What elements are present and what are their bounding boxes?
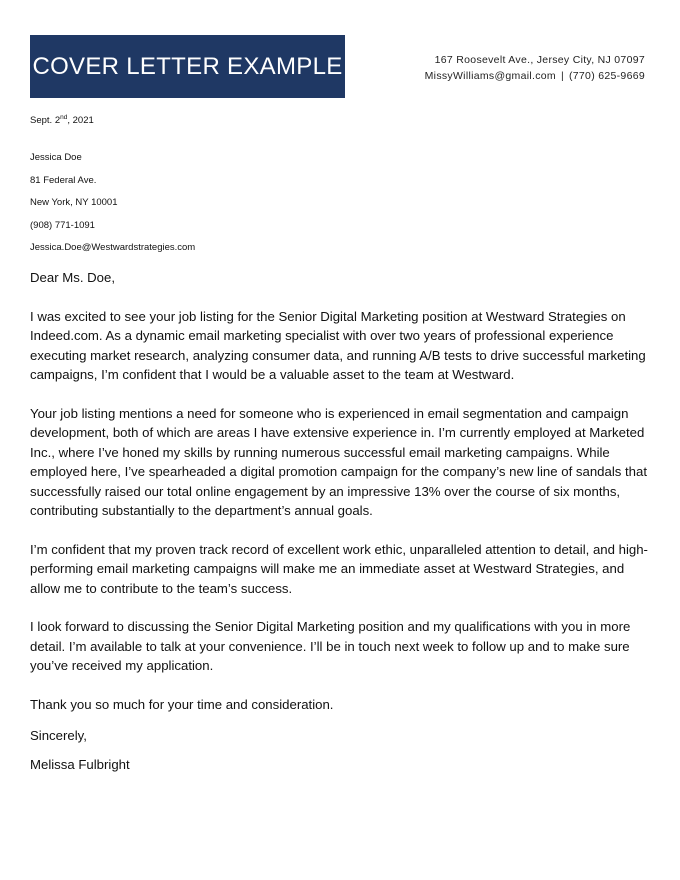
sender-phone: (770) 625-9669 [568, 70, 645, 82]
recipient-street: 81 Federal Ave. [30, 174, 97, 186]
body-paragraph-4: I look forward to discussing the Senior Digital Marketing position and my qualifications with you in more detail. I’m available to talk at your convenience. I’ll be in touch next week to follow up and to make sure you’ve received my application. [30, 619, 631, 673]
body-paragraph-2: Your job listing mentions a need for someone who is experienced in email segmentation and campaign development, both of which are areas I have extensive experience in. I’m currently employed at Marketed Inc., where I’ve honed my skills by running numerous successful email marketing campaigns. While employed here, I’ve spearheaded a digital promotion campaign for the company’s new line of sandals that successfully raised our total online engagement by an impressive 13% over the course of six months, contributing substantially to the department’s annual goals. [30, 405, 648, 518]
recipient-block [30, 147, 195, 260]
date-month-day: Sept. 2 [30, 115, 61, 126]
letter-body [30, 268, 648, 774]
title-banner [30, 35, 345, 98]
letter-date [30, 115, 94, 126]
body-paragraph-3: I’m confident that my proven track record of excellent work ethic, unparalleled attention to detail, and high-performing email marketing campaigns will make me an immediate asset at Westward Strategies, and allow me to contribute to the team’s success. [30, 541, 648, 596]
recipient-phone: (908) 771-1091 [30, 219, 95, 231]
recipient-city: New York, NY 10001 [30, 197, 118, 208]
date-year: , 2021 [67, 115, 94, 126]
contact-separator: | [560, 70, 564, 82]
sender-address: 167 Roosevelt Ave., Jersey City, NJ 07097 [434, 54, 645, 66]
document-title: COVER LETTER EXAMPLE [32, 52, 343, 80]
signature-name: Melissa Fulbright [30, 756, 130, 772]
recipient-name: Jessica Doe [30, 152, 82, 163]
sender-contact-line [425, 68, 645, 84]
thank-you-line: Thank you so much for your time and consideration. [30, 696, 334, 712]
salutation: Dear Ms. Doe, [30, 270, 116, 285]
body-paragraph-1: I was excited to see your job listing for the Senior Digital Marketing position at Westward Strategies on Indeed.com. As a dynamic email marketing specialist with over two years of professional experience executing market research, analyzing consumer data, and running A/B tests to drive successful marketing campaigns, I’m confident that I would be a valuable asset to the team at Westward. [30, 308, 646, 382]
closing: Sincerely, [30, 728, 87, 743]
date-ordinal-suffix: nd [60, 114, 68, 121]
sender-email: MissyWilliams@gmail.com [424, 70, 556, 82]
sender-contact-block [425, 52, 645, 84]
recipient-email: Jessica.Doe@Westwardstrategies.com [30, 242, 196, 253]
